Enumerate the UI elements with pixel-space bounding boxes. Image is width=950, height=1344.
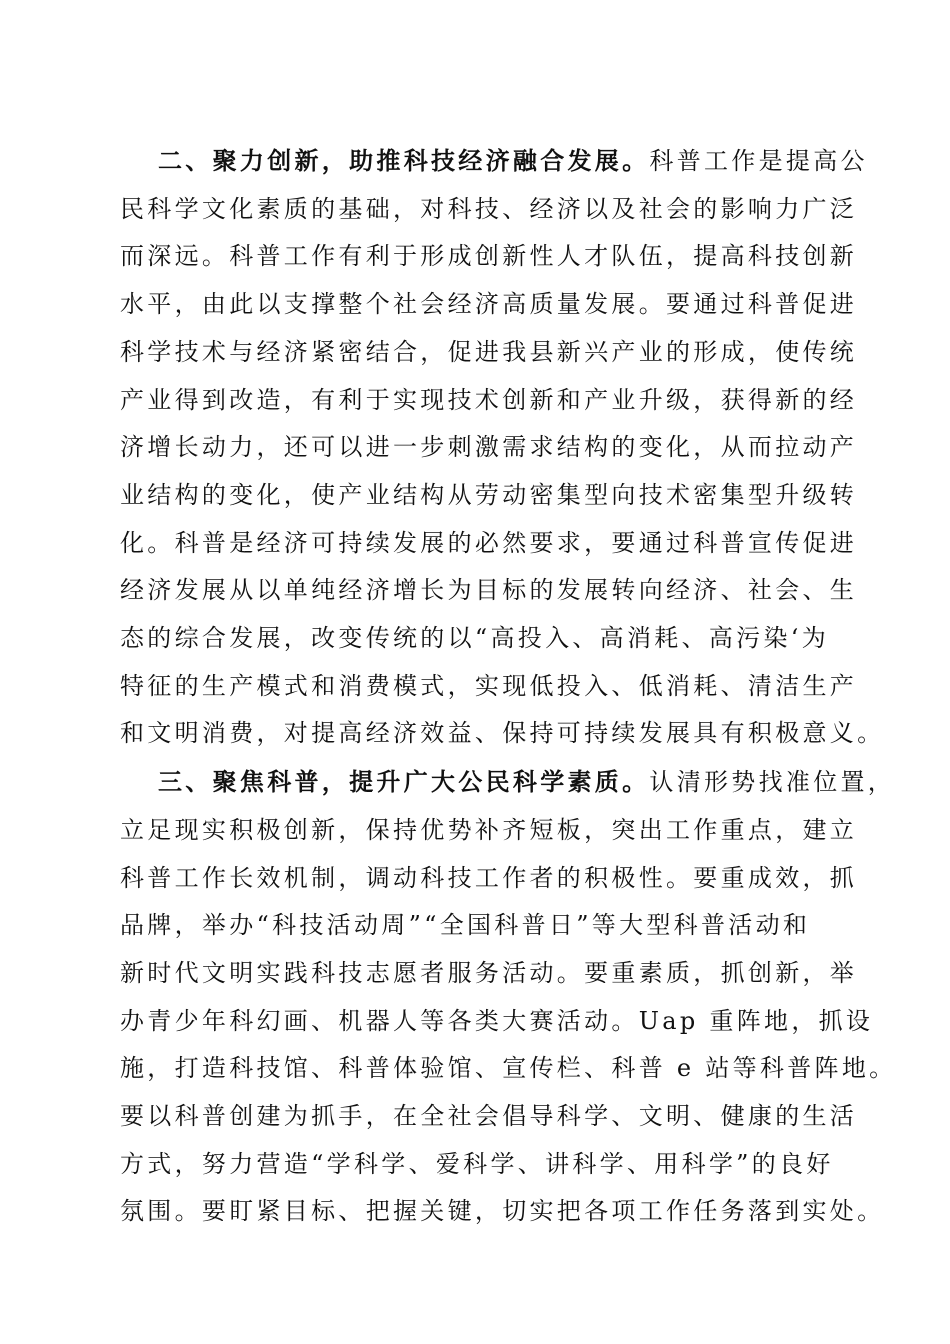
section-heading: 二、聚力创新，助推科技经济融合发展。: [158, 146, 650, 175]
paragraph-text: 认清形势找准位置，: [649, 768, 896, 797]
paragraph-line: 化。科普是经济可持续发展的必然要求，要通过科普宣传促进: [120, 528, 858, 557]
paragraph-line: 特征的生产模式和消费模式，实现低投入、低消耗、清洁生产: [120, 671, 858, 700]
paragraph-line: 科普工作长效机制，调动科技工作者的积极性。要重成效，抓: [120, 863, 858, 892]
paragraph-line: 经济发展从以单纯经济增长为目标的发展转向经济、社会、生: [120, 576, 858, 605]
paragraph-section-2: [120, 137, 885, 758]
paragraph-section-3: [120, 758, 897, 1236]
section-heading: 三、聚焦科普，提升广大公民科学素质。: [158, 767, 650, 797]
paragraph-line: 方式，努力营造“学科学、爱科学、讲科学、用科学”的良好: [120, 1149, 834, 1178]
paragraph-line: 要以科普创建为抓手，在全社会倡导科学、文明、健康的生活: [120, 1102, 858, 1131]
paragraph-text: 科普工作是提高公: [649, 147, 868, 175]
paragraph-line: 氛围。要盯紧目标、把握关键，切实把各项工作任务落到实处。: [120, 1197, 885, 1226]
paragraph-line: 办青少年科幻画、机器人等各类大赛活动。Uap 重阵地，抓设: [120, 1006, 874, 1035]
paragraph-line: [120, 137, 868, 186]
paragraph-line: 水平，由此以支撑整个社会经济高质量发展。要通过科普促进: [120, 290, 858, 319]
paragraph-line: 业结构的变化，使产业结构从劳动密集型向技术密集型升级转: [120, 480, 858, 509]
paragraph-line: 而深远。科普工作有利于形成创新性人才队伍，提高科技创新: [120, 242, 858, 271]
paragraph-line: 态的综合发展，改变传统的以“高投入、高消耗、高污染‘为: [120, 624, 829, 653]
paragraph-line: 产业得到改造，有利于实现技术创新和产业升级，获得新的经: [120, 385, 858, 414]
document-page: [120, 137, 897, 1236]
paragraph-line: 科学技术与经济紧密结合，促进我县新兴产业的形成，使传统: [120, 337, 858, 366]
paragraph-line: 和文明消费，对提高经济效益、保持可持续发展具有积极意义。: [120, 719, 885, 748]
paragraph-line: [120, 758, 896, 807]
paragraph-line: 品牌，举办“科技活动周”“全国科普日”等大型科普活动和: [120, 911, 811, 940]
paragraph-line: 济增长动力，还可以进一步刺激需求结构的变化，从而拉动产: [120, 433, 858, 462]
paragraph-line: 施，打造科技馆、科普体验馆、宣传栏、科普 e 站等科普阵地。: [120, 1054, 897, 1083]
paragraph-line: 民科学文化素质的基础，对科技、经济以及社会的影响力广泛: [120, 194, 858, 223]
paragraph-line: 新时代文明实践科技志愿者服务活动。要重素质，抓创新，举: [120, 958, 858, 987]
paragraph-line: 立足现实积极创新，保持优势补齐短板，突出工作重点，建立: [120, 815, 858, 844]
